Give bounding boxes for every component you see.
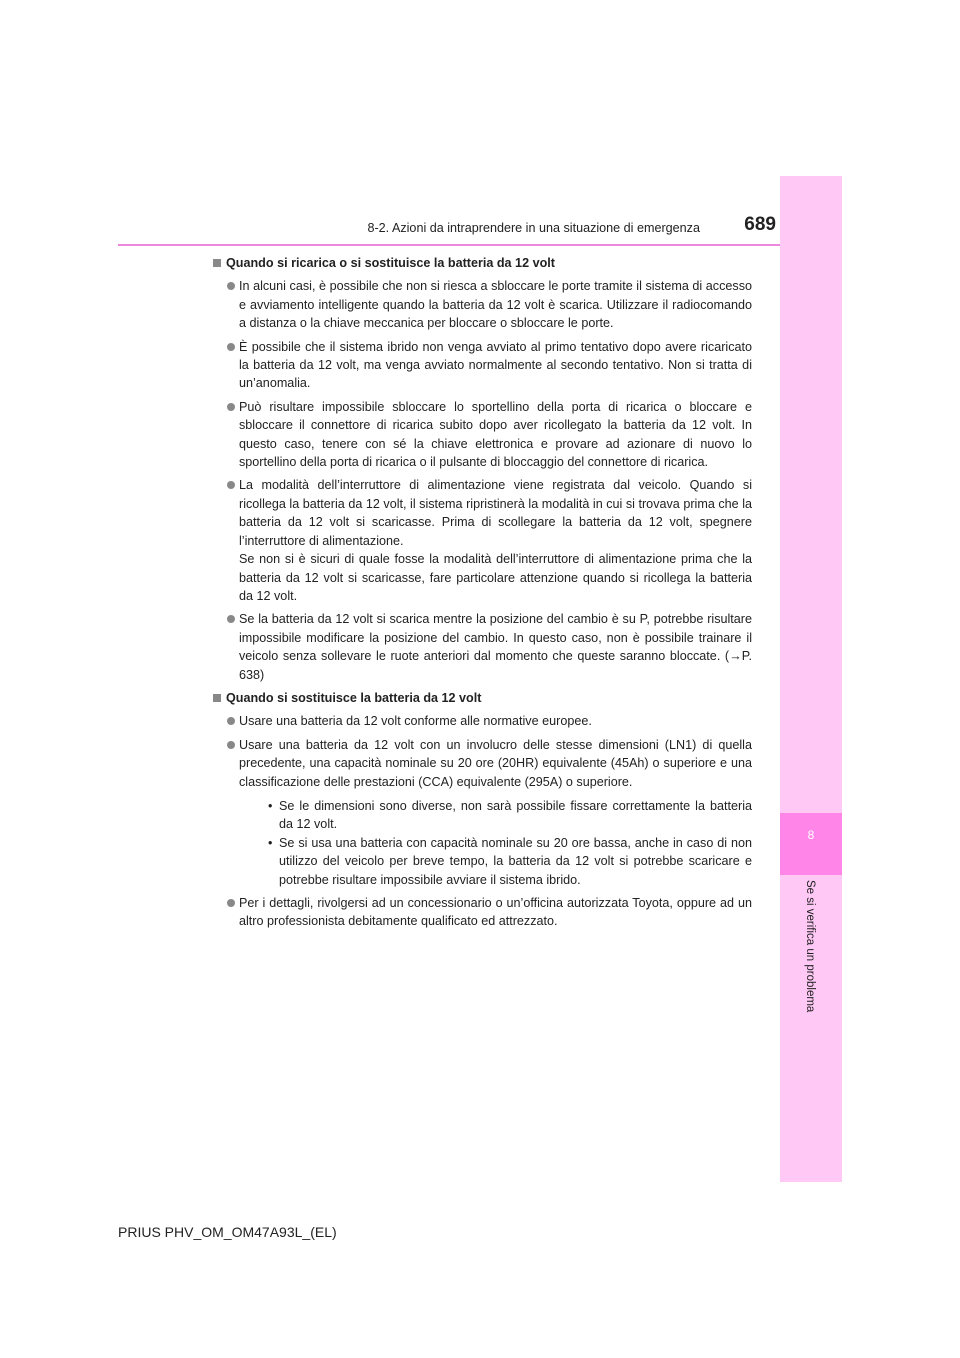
page-number: 689 [744, 214, 776, 235]
list-item [212, 338, 752, 393]
item-text-continued: Se non si è sicuri di quale fosse la modalità dell’interruttore di alimentazione prima che la batteria da 12 volt si scaricasse, fare particolare attenzione quando si ricollega la batteria da 12 volt. [239, 552, 752, 603]
item-text: Usare una batteria da 12 volt con un involucro delle stesse dimensioni (LN1) di quella precedente, una capacità nominale su 20 ore (20HR) equivalente (45Ah) o superiore e una classificazione delle prestazioni (CCA) equivalente (295A) o superiore. [239, 737, 752, 789]
page-content [212, 254, 752, 936]
list-item [212, 398, 752, 472]
section-title: Quando si sostituisce la batteria da 12 volt [226, 690, 482, 705]
round-bullet-icon [227, 899, 235, 907]
item-text: In alcuni casi, è possibile che non si riesca a sbloccare le porte tramite il sistema di accesso e avviamento intelligente quando la batteria da 12 volt è scarica. Utilizzare il radiocomando a distanza o la chiave meccanica per bloccare o sbloccare le porte. [239, 279, 752, 331]
dot-bullet-icon: • [268, 835, 273, 850]
document-code: PRIUS PHV_OM_OM47A93L_(EL) [118, 1224, 337, 1240]
round-bullet-icon [227, 481, 235, 489]
dot-bullet-icon: • [268, 798, 273, 813]
item-text: Se la batteria da 12 volt si scarica mentre la posizione del cambio è su P, potrebbe risultare impossibile modificare la posizione del cambio. In questo caso, non è possibile trainare il veicolo senza sollevare le ruote anteriori dal momento che queste saranno bloccate. (→P. 638) [239, 612, 752, 682]
item-text: La modalità dell’interruttore di alimentazione viene registrata dal veicolo. Quando si ricollega la batteria da 12 volt, il sistema ripristinerà la modalità in cui si trovava prima che la batteria da 12 volt si scaricasse. Prima di scollegare la batteria da 12 volt, spegnere l’interruttore di alimentazione. [239, 478, 752, 548]
chapter-title: Se si verifica un problema [804, 880, 816, 1013]
section-heading [212, 689, 752, 707]
round-bullet-icon [227, 615, 235, 623]
list-item [212, 476, 752, 605]
section-heading [212, 254, 752, 272]
sub-list-item [239, 797, 752, 834]
sub-list [239, 797, 752, 889]
round-bullet-icon [227, 343, 235, 351]
list-item [212, 894, 752, 931]
sub-item-text: Se si usa una batteria con capacità nominale su 20 ore bassa, anche in caso di non utilizzo del veicolo per breve tempo, la batteria da 12 volt si potrebbe scaricare e potrebbe risultare impossibile avviare il sistema ibrido. [279, 835, 752, 887]
chapter-number: 8 [807, 828, 815, 842]
running-header: 8-2. Azioni da intraprendere in una situazione di emergenza [367, 221, 700, 235]
item-text: Può risultare impossibile sbloccare lo sportellino della porta di ricarica o bloccare e sbloccare il connettore di ricarica subito dopo aver ricollegato la batteria da 12 volt. In questo caso, tenere con sé la chiave elettronica e provare ad azionare di nuovo lo sportellino della porta di ricarica o il pulsante di bloccaggio del connettore di ricarica. [239, 399, 752, 470]
chapter-tab-marker [780, 813, 842, 875]
list-item [212, 736, 752, 889]
item-text: Usare una batteria da 12 volt conforme alle normative europee. [239, 714, 592, 729]
square-bullet-icon [213, 694, 221, 702]
sub-item-text: Se le dimensioni sono diverse, non sarà possibile fissare correttamente la batteria da 12 volt. [279, 798, 752, 832]
round-bullet-icon [227, 717, 235, 725]
round-bullet-icon [227, 741, 235, 749]
list-item [212, 610, 752, 684]
header-rule [118, 244, 780, 246]
list-item [212, 277, 752, 332]
square-bullet-icon [213, 259, 221, 267]
section-title: Quando si ricarica o si sostituisce la batteria da 12 volt [226, 256, 555, 270]
round-bullet-icon [227, 282, 235, 290]
list-item [212, 712, 752, 730]
sub-list-item [239, 834, 752, 889]
chapter-title-vertical [800, 880, 820, 1040]
round-bullet-icon [227, 403, 235, 411]
item-text: Per i dettagli, rivolgersi ad un concessionario o un’officina autorizzata Toyota, oppure ad un altro professionista debitamente qualificato ed attrezzato. [239, 896, 752, 929]
item-text: È possibile che il sistema ibrido non venga avviato al primo tentativo dopo avere ricaricato la batteria da 12 volt, ma venga avviato normalmente al secondo tentativo. Non si tratta di un’anomalia. [239, 339, 752, 391]
